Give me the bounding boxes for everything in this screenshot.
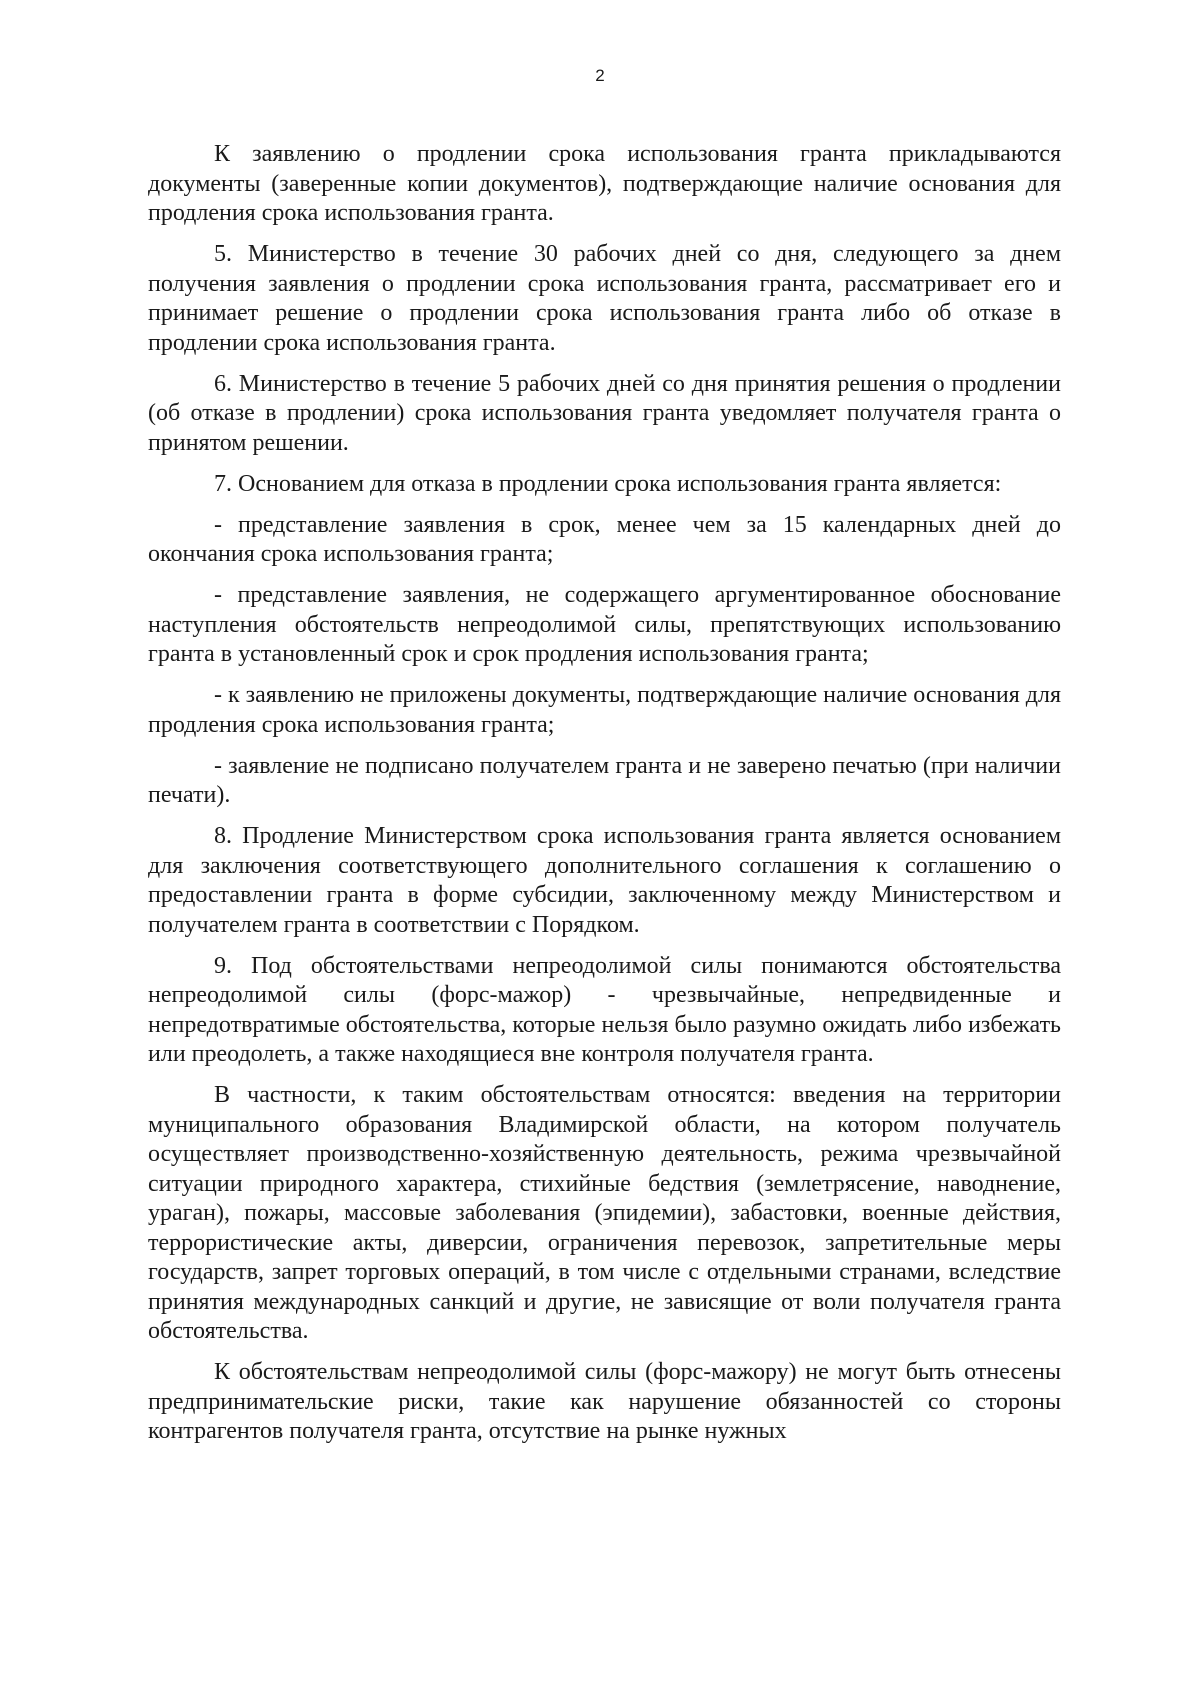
paragraph-refusal-reason-4: - заявление не подписано получателем гранта и не заверено печатью (при наличии печати). <box>148 752 1061 808</box>
document-body <box>148 140 1061 1458</box>
paragraph-force-majeure-examples: В частности, к таким обстоятельствам относятся: введения на территории муниципального образования Владимирской области, на котором получатель осуществляет производственно-хозяйственную деятельность, режима чрезвычайной ситуации природного характера, стихийные бедствия (землетрясение, наводнение, ураган), пожары, массовые заболевания (эпидемии), забастовки, военные действия, террористические акты, диверсии, ограничения перевозок, запретительные меры государств, запрет торговых операций, в том числе с отдельными странами, вследствие принятия международных санкций и другие, не зависящие от воли получателя гранта обстоятельства. <box>148 1082 1061 1344</box>
paragraph-refusal-reason-1: - представление заявления в срок, менее чем за 15 календарных дней до окончания срока использования гранта; <box>148 511 1061 567</box>
paragraph-refusal-reason-3: - к заявлению не приложены документы, подтверждающие наличие основания для продления срока использования гранта; <box>148 682 1061 738</box>
paragraph-force-majeure-exclusions: К обстоятельствам непреодолимой силы (форс-мажору) не могут быть отнесены предпринимательские риски, такие как нарушение обязанностей со стороны контрагентов получателя гранта, отсутствие на рынке нужных <box>148 1359 1061 1444</box>
paragraph-item-7: 7. Основанием для отказа в продлении срока использования гранта является: <box>214 470 1002 497</box>
paragraph-item-8: 8. Продление Министерством срока использования гранта является основанием для заключения соответствующего дополнительного соглашения к соглашению о предоставлении гранта в форме субсидии, заключенному между Министерством и получателем гранта в соответствии с Порядком. <box>148 823 1061 938</box>
paragraph-item-9: 9. Под обстоятельствами непреодолимой силы понимаются обстоятельства непреодолимой силы (форс-мажор) - чрезвычайные, непредвиденные и непредотвратимые обстоятельства, которые нельзя было разумно ожидать либо избежать или преодолеть, а также находящиеся вне контроля получателя гранта. <box>148 952 1061 1067</box>
paragraph-refusal-reason-2: - представление заявления, не содержащего аргументированное обоснование наступления обстоятельств непреодолимой силы, препятствующих использованию гранта в установленный срок и срок продления использования гранта; <box>148 582 1061 667</box>
page-number: 2 <box>595 66 605 85</box>
paragraph-item-6: 6. Министерство в течение 5 рабочих дней со дня принятия решения о продлении (об отказе в продлении) срока использования гранта уведомляет получателя гранта о принятом решении. <box>148 370 1061 456</box>
paragraph-attachments: К заявлению о продлении срока использования гранта прикладываются документы (заверенные копии документов), подтверждающие наличие основания для продления срока использования гранта. <box>148 141 1061 226</box>
paragraph-item-5: 5. Министерство в течение 30 рабочих дней со дня, следующего за днем получения заявления о продлении срока использования гранта, рассматривает его и принимает решение о продлении срока использования гранта либо об отказе в продлении срока использования гранта. <box>148 241 1061 356</box>
